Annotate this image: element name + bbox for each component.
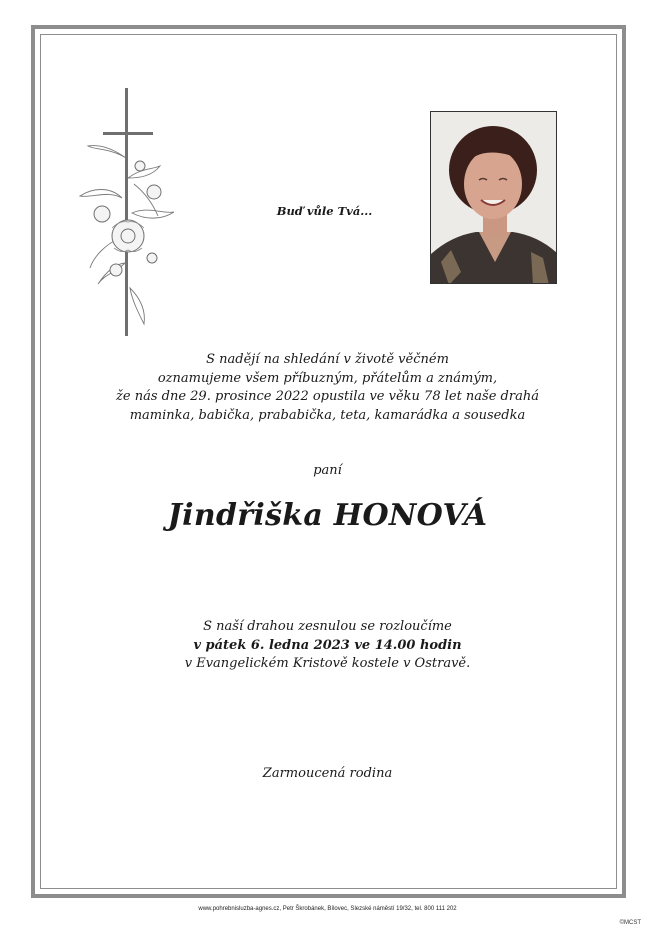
- farewell-place: v Evangelickém Kristově kostele v Ostravě.: [184, 656, 471, 671]
- corner-mark: ©MCST: [619, 920, 641, 926]
- salutation: paní: [313, 463, 342, 478]
- footer-contact: www.pohrebnisluzba-agnes.cz, Petr Škrobánek, Bílovec, Slezské náměstí 19/32, tel. 800 111 202: [198, 906, 457, 912]
- portrait-photo: [430, 111, 557, 284]
- farewell-text: [0, 618, 655, 674]
- announcement-text: [0, 351, 655, 425]
- announcement-line: maminka, babička, prababička, teta, kamarádka a sousedka: [129, 407, 526, 423]
- farewell-date: v pátek 6. ledna 2023 ve 14.00 hodin: [193, 637, 462, 653]
- motto-text: Buď vůle Tvá...: [276, 204, 373, 218]
- announcement-line: že nás dne 29. prosince 2022 opustila ve věku 78 let naše drahá: [116, 389, 539, 404]
- signoff: Zarmoucená rodina: [262, 766, 393, 781]
- announcement-line: S nadějí na shledání v životě věčném: [206, 352, 449, 367]
- farewell-line: S naší drahou zesnulou se rozloučíme: [203, 619, 452, 634]
- cross-with-flowers-icon: [70, 88, 180, 348]
- deceased-name: Jindřiška HONOVÁ: [167, 498, 488, 533]
- announcement-line: oznamujeme všem příbuzným, přátelům a známým,: [157, 370, 498, 386]
